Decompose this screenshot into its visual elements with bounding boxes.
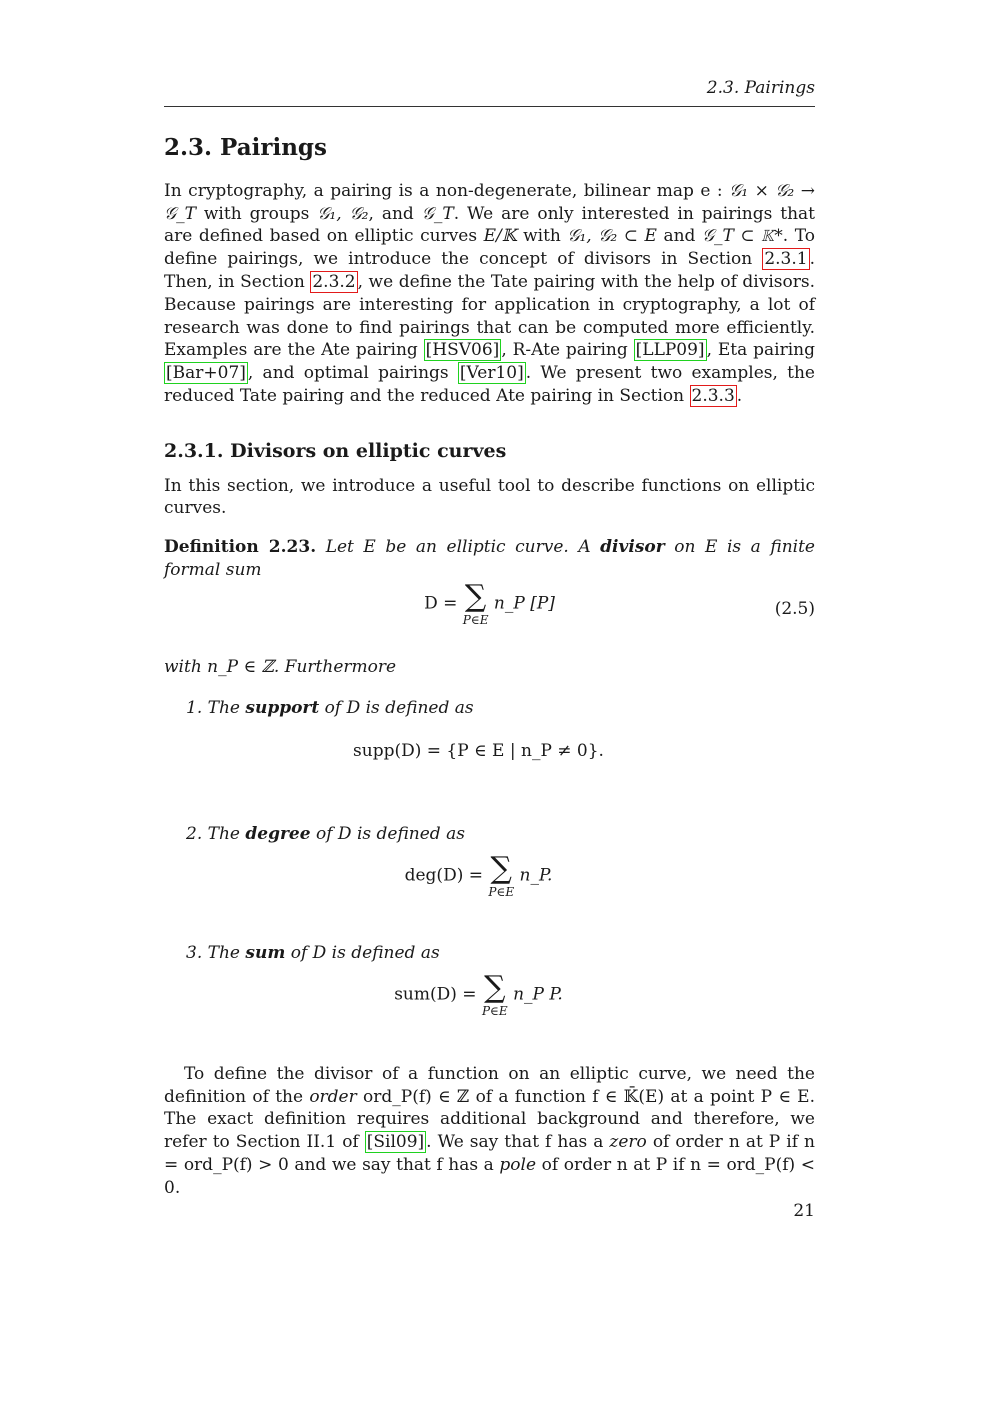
list-text: The xyxy=(202,824,246,845)
citation-link[interactable]: [LLP09] xyxy=(635,340,705,361)
support-formula: supp(D) = {P ∈ E | n_P ≠ 0}. xyxy=(353,741,604,762)
subsection-intro: In this section, we introduce a useful tool to describe functions on elliptic curves. xyxy=(164,475,815,519)
closing-text: of order n at P if n = ord_P(f) > 0 and we say that f has a xyxy=(164,1132,815,1175)
intro-text: with groups xyxy=(195,203,318,224)
formula-rhs: n_P. xyxy=(519,865,553,886)
sum-formula xyxy=(142,969,815,1018)
intro-math: 𝒢_T xyxy=(421,203,454,224)
intro-text: , R-Ate pairing xyxy=(501,340,634,361)
running-head: 2.3. Pairings xyxy=(706,78,815,98)
list-text: The xyxy=(202,942,246,963)
section-ref-link[interactable]: 2.3.1 xyxy=(764,249,808,270)
summation-sign: ∑ P∈E xyxy=(462,578,489,627)
formula-rhs: n_P P. xyxy=(513,984,563,1005)
formula-lhs: deg(D) = xyxy=(404,865,483,886)
header-rule xyxy=(164,106,815,107)
list-term: support xyxy=(245,697,320,718)
list-text: of D is defined as xyxy=(319,697,474,718)
intro-math: 𝒢₁, 𝒢₂ ⊂ E xyxy=(567,226,657,247)
page-content xyxy=(164,132,815,1200)
definition-continuation: with n_P ∈ ℤ. Furthermore xyxy=(164,656,397,677)
section-heading: 2.3. Pairings xyxy=(164,134,327,161)
equation-number: (2.5) xyxy=(774,598,815,619)
equation-body xyxy=(164,578,815,627)
subsection-heading: 2.3.1. Divisors on elliptic curves xyxy=(164,439,507,462)
intro-math: 𝒢_T ⊂ 𝕂* xyxy=(701,226,783,247)
summation-index: P∈E xyxy=(462,612,489,627)
closing-paragraph xyxy=(164,1063,815,1200)
intro-text: with xyxy=(516,226,568,247)
list-item xyxy=(186,697,815,764)
list-item-text xyxy=(186,823,815,846)
list-text: The xyxy=(202,697,246,718)
citation-link[interactable]: [Ver10] xyxy=(459,363,524,384)
summation-index: P∈E xyxy=(488,884,515,899)
definition-block xyxy=(164,536,815,1017)
equation-lhs: D = xyxy=(424,593,458,614)
list-number: 3. xyxy=(186,942,203,963)
section-ref-link[interactable]: 2.3.2 xyxy=(312,271,356,292)
intro-text: . We are only interested in pairings that are defined based on elliptic curves xyxy=(164,203,815,247)
list-item-text xyxy=(186,942,815,965)
definition-list xyxy=(186,697,815,1017)
intro-text: In cryptography, a pairing is a non-degenerate, bilinear map e : xyxy=(164,180,730,201)
intro-text: , we define the Tate pairing with the help of divisors. Because pairings are interesting for application in cryptography, a lot of research was done to find pairings that can be computed more efficiently. Examples are the Ate pairing xyxy=(164,271,815,361)
intro-math: E/𝕂 xyxy=(483,226,517,247)
intro-text: , Eta pairing xyxy=(706,340,815,361)
intro-math: 𝒢₁, 𝒢₂ xyxy=(317,203,369,224)
closing-text: To define the divisor of a function on an elliptic curve, we need the definition of the xyxy=(164,1063,815,1107)
list-item xyxy=(186,823,815,898)
citation-link[interactable]: [Sil09] xyxy=(366,1132,425,1153)
intro-text: . We present two examples, the reduced Tate pairing and the reduced Ate pairing in Section xyxy=(164,363,815,406)
definition-text: on E is a finite formal sum xyxy=(164,537,815,580)
closing-text: of order n at P if n = ord_P(f) < 0. xyxy=(164,1154,815,1198)
list-text: of D is defined as xyxy=(285,942,440,963)
definition-term: divisor xyxy=(600,537,665,558)
citation-link[interactable]: [Bar+07] xyxy=(166,363,246,384)
definition-statement xyxy=(164,536,815,582)
list-number: 1. xyxy=(186,697,203,718)
section-ref-link[interactable]: 2.3.3 xyxy=(691,385,735,406)
page-number: 21 xyxy=(793,1201,815,1221)
intro-text: . To define pairings, we introduce the concept of divisors in Section xyxy=(164,226,815,270)
equation-rhs: n_P [P] xyxy=(493,593,555,614)
closing-emph: order xyxy=(309,1086,357,1107)
closing-emph: zero xyxy=(609,1132,647,1153)
intro-text: . xyxy=(736,385,743,406)
closing-text: . We say that f has a xyxy=(426,1132,610,1153)
summation-index: P∈E xyxy=(481,1003,508,1018)
equation-2-5 xyxy=(164,578,815,652)
summation-sign: ∑ P∈E xyxy=(481,969,508,1018)
summation-sign: ∑ P∈E xyxy=(488,850,515,899)
list-number: 2. xyxy=(186,824,203,845)
intro-math: 𝒢₁ × 𝒢₂ → 𝒢_T xyxy=(164,180,815,224)
closing-text: ord_P(f) ∈ ℤ of a function f ∈ 𝕂̄(E) at a point P ∈ E. The exact definition requires additional background and therefore, we refer to Section II.1 of xyxy=(164,1086,815,1153)
citation-link[interactable]: [HSV06] xyxy=(425,340,500,361)
list-term: degree xyxy=(245,824,311,845)
degree-formula xyxy=(142,850,815,899)
intro-text: , and optimal pairings xyxy=(247,363,458,384)
closing-emph: pole xyxy=(499,1154,537,1175)
list-item-text xyxy=(186,697,815,720)
intro-text: . Then, in Section xyxy=(164,249,815,292)
intro-paragraph xyxy=(164,180,815,408)
definition-text: Let E be an elliptic curve. A xyxy=(316,537,601,558)
definition-label: Definition 2.23. xyxy=(164,537,317,558)
list-term: sum xyxy=(245,942,286,963)
list-item xyxy=(186,942,815,1017)
list-text: of D is defined as xyxy=(310,824,465,845)
intro-text: and xyxy=(656,226,702,247)
intro-text: , and xyxy=(368,203,422,224)
formula-lhs: sum(D) = xyxy=(394,984,477,1005)
